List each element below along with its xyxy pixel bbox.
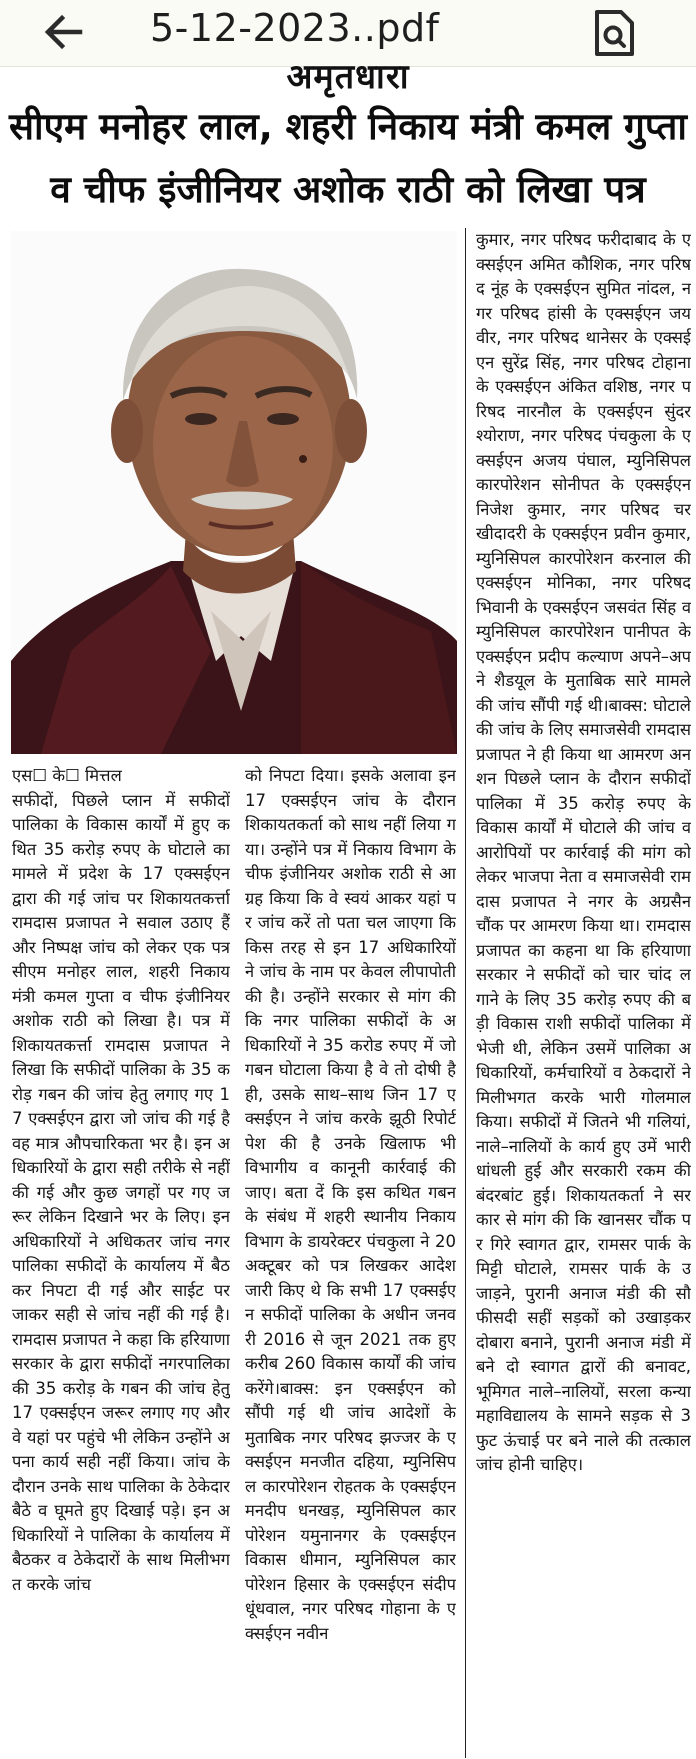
document-search-icon (588, 6, 640, 60)
search-document-button[interactable] (588, 6, 640, 60)
headline-line-1: सीएम मनोहर लाल, शहरी निकाय मंत्री कमल गुप्ता (9, 105, 687, 148)
byline: एस☐ के☐ मित्तल (12, 766, 122, 785)
article-text-column-1: सफीदों, पिछले प्लान में सफीदों पालिका के विकास कार्यों में हुए कथित 35 करोड़ रुपए के घोटाले का मामले में प्रदेश के 17 एक्सईएन द्वारा की गई जांच पर शिकायतकर्त्ता रामदास प्रजापत ने सवाल उठाए हैं और निष्पक्ष जांच को लेकर एक पत्र सीएम मनोहर लाल, शहरी निकाय मंत्री कमल गुप्ता व चीफ इंजीनियर अशोक राठी को लिखा है। पत्र में शिकायतकर्त्ता रामदास प्रजापत ने लिखा कि सफीदों पालिका के 35 करोड़ गबन की जांच हेतु लगाए गए 17 एक्सईएन द्वारा जो जांच की गई है वह मात्र औपचारिकता भर है। इन अधिकारियों के द्वारा सही तरीके से नहीं की गई और कुछ जगहों पर गए जरूर लेकिन दिखाने भर के लिए। इन अधिकारियों ने अधिकतर जांच नगरपालिका सफीदों के कार्यालय में बैठकर निपटा दी गई और साईट पर जाकर सही से जांच नहीं की गई है। रामदास प्रजापत ने कहा कि हरियाणा सरकार के द्वारा सफीदों नगरपालिका की 35 करोड़ के गबन की जांच हेतु 17 एक्सईएन जरूर लगाए गए और वे यहां पर पहुंचे भी लेकिन उन्होंने अपना कार्य सही नहीं किया। जांच के दौरान उनके साथ पालिका के ठेकेदार बैठे व घूमते हुए दिखाई पड़े। इन अधिकारियों ने पालिका के कार्यालय में बैठकर व ठेकेदारों के साथ मिलीभगत करके जांच (12, 790, 230, 1594)
arrow-left-icon (40, 10, 88, 54)
column-divider (465, 228, 466, 1758)
portrait-photo (11, 231, 457, 754)
article-column-3: कुमार, नगर परिषद फरीदाबाद के एक्सईएन अमित कौशिक, नगर परिषद नूंह के एक्सईएन सुमित नांदल, नगर परिषद हांसी के एक्सईएन जयवीर, नगर परिषद थानेसर के एक्सईएन सुरेंद्र सिंह, नगर परिषद टोहाना के एक्सईएन अंकित वशिष्ठ, नगर परिषद नारनौल के एक्सईएन सुंदर श्योराण, नगर परिषद पंचकुला के एक्सईएन अजय पंघाल, म्युनिसिपल कारपोरेशन सोनीपत के एक्सईएन निजेश कुमार, नगर परिषद चरखीदादरी के एक्सईएन प्रवीन कुमार, म्युनिसिपल कारपोरेशन करनाल की एक्सईएन मोनिका, नगर परिषद भिवानी के एक्सईएन जसवंत सिंह व म्युनिसिपल कारपोरेशन पानीपत के एक्सईएन प्रदीप कल्याण अपने–अपने शैडयूल के मुताबिक सारे मामले की जांच सौंपी गई थी।बाक्स: घोटाले की जांच के लिए समाजसेवी रामदास प्रजापत ने ही किया था आमरण अनशन पिछले प्लान के दौरान सफीदों पालिका में 35 करोड़ रुपए के विकास कार्यों में घोटाले की जांच व आरोपियों पर कार्रवाई की मांग को लेकर भाजपा नेता व समाजसेवी रामदास प्रजापत ने नगर के अग्रसैन चौंक पर आमरण किया था। रामदास प्रजापत का कहना था कि हरियाणा सरकार ने सफीदों को चार चांद लगाने के लिए 35 करोड़ रुपए की बड़ी विकास राशी सफीदों पालिका में भेजी थी, लेकिन उसमें पालिका अधिकारियों, कर्मचारियों व ठेकदारों ने मिलीभगत करके भारी गोलमाल किया। सफीदों में जितने भी गलियां, नाले–नालियों के कार्य हुए उमें भारी धांधली हुई और सरकारी रकम की बंदरबांट हुई। शिकायतकर्ता ने सरकार से मांग की कि खानसर चौंक पर गिरे स्वागत द्वार, रामसर पार्क के मिट्टी घोटाले, रामसर पार्क के उजाड़ने, पुरानी अनाज मंडी की सौ फीसदी सहीं सड़कों को उखाड़कर दोबारा बनाने, पुरानी अनाज मंडी में बने दो स्वागत द्वारों की बनावट, भूमिगत नाले–नालियों, सरला कन्या महाविद्यालय के सामने सड़क से 3 फुट ऊंचाई पर बने नाले की तत्काल जांच होनी चाहिए। (476, 230, 691, 1474)
newspaper-masthead: अमृतधारा (286, 57, 410, 97)
back-button[interactable] (40, 10, 88, 54)
file-title: 5-12-2023..pdf (150, 6, 440, 50)
headline-line-2: व चीफ इंजीनियर अशोक राठी को लिखा पत्र (50, 168, 646, 211)
article-column-2: को निपटा दिया। इसके अलावा इन 17 एक्सईएन जांच के दौरान शिकायतकर्ता को साथ नहीं लिया गया। उन्होंने पत्र में निकाय विभाग के चीफ इंजीनियर अशोक राठी से आग्रह किया कि वे स्वयं आकर यहां पर जांच करें तो पता चल जाएगा कि किस तरह से इन 17 अधिकारियों ने जांच के नाम पर केवल लीपापोती की है। उन्होंने सरकार से मांग की कि नगर पालिका सफीदों के अधिकारियों ने 35 करोड रुपए में जो गबन घोटाला किया है वे तो दोषी है ही, उसके साथ–साथ जिन 17 एक्सईएन ने जांच करके झूठी रिपोर्ट पेश की है उनके खिलाफ भी विभागीय व कानूनी कार्रवाई की जाए। बता दें कि इस कथित गबन के संबंध में शहरी स्थानीय निकाय विभाग के डायरेक्टर पंचकुला ने 20 अक्टूबर को पत्र लिखकर आदेश जारी किए थे कि सभी 17 एक्सईएन सफीदों पालिका के अधीन जनवरी 2016 से जून 2021 तक हुए करीब 260 विकास कार्यों की जांच करेंगे।बाक्स: इन एक्सईएन को सौंपी गई थी जांच आदेशों के मुताबिक नगर परिषद झज्जर के एक्सईएन मनजीत दहिया, म्युनिसिपल कारपोरेशन रोहतक के एक्सईएन मनदीप धनखड़, म्युनिसिपल कारपोरेशन यमुनानगर के एक्सईएन विकास धीमान, म्युनिसिपल कारपोरेशन हिसार के एक्सईएन संदीप धूंधवाल, नगर परिषद गोहाना के एक्सईएन नवीन (245, 766, 456, 1643)
article-column-1 (12, 764, 230, 1758)
